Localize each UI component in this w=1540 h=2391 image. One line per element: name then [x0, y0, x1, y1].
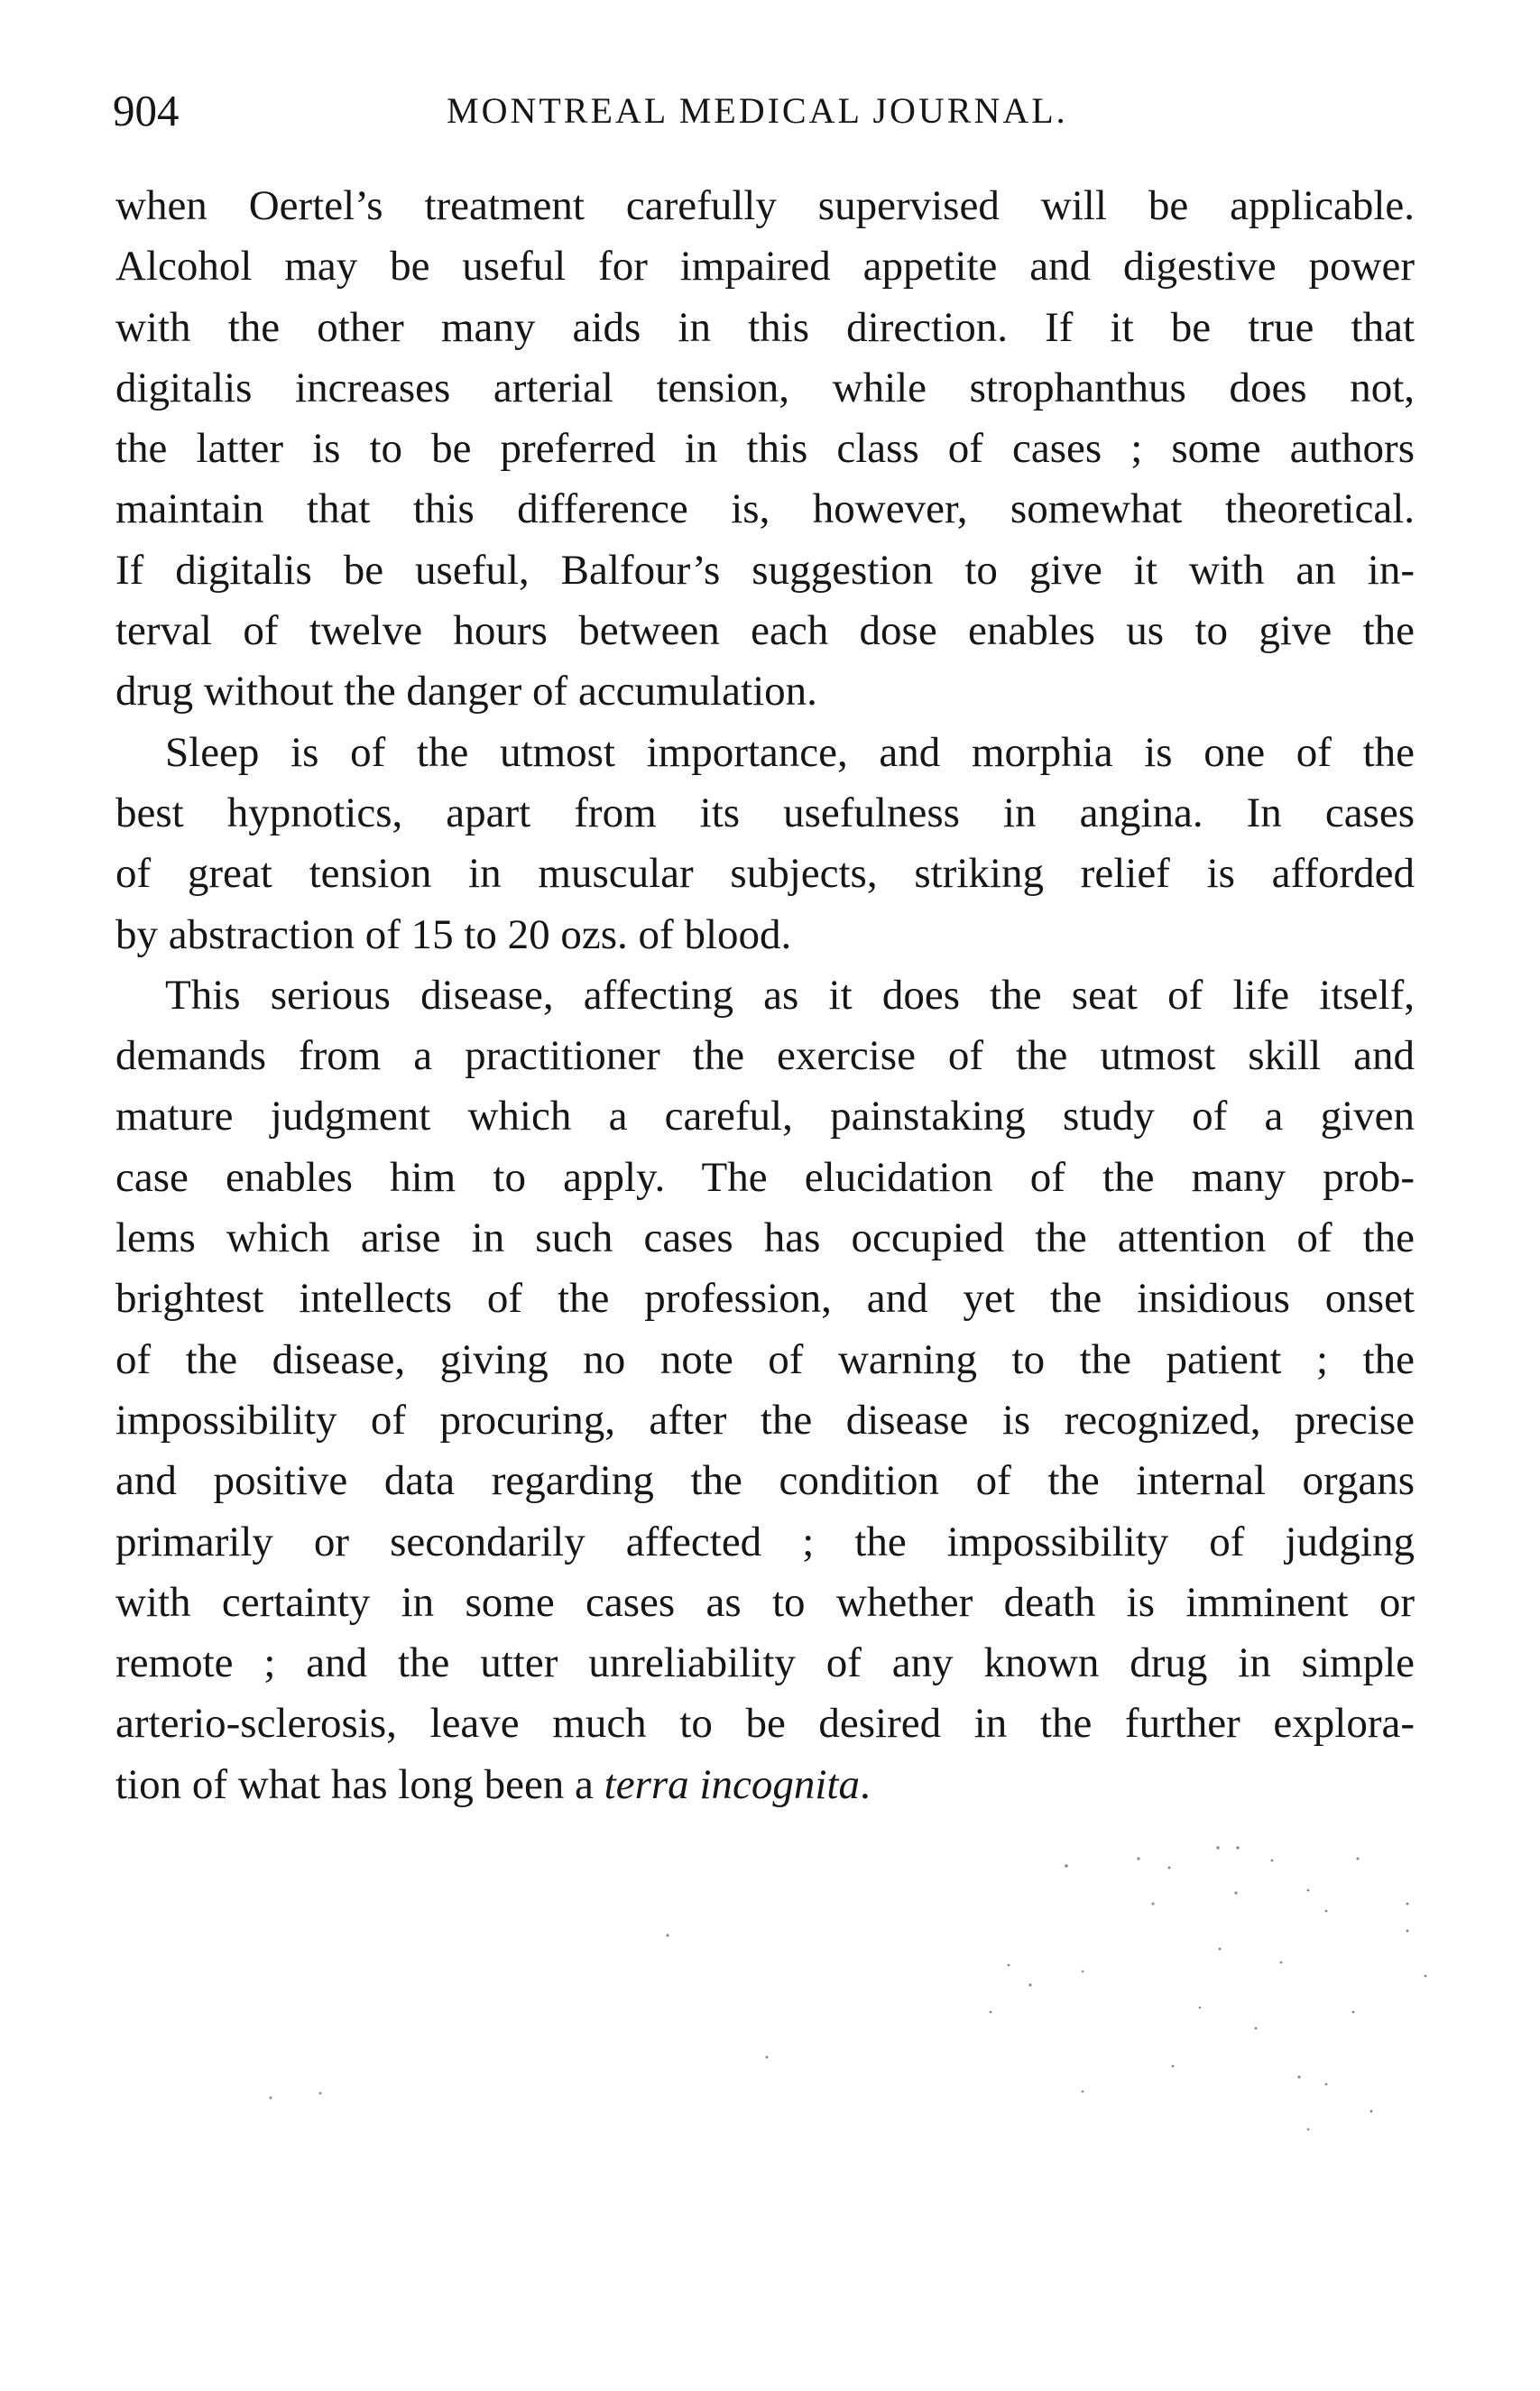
- text-line: If digitalis be useful, Balfour’s suggestion to give it with an in-: [115, 546, 1415, 594]
- journal-title: MONTREAL MEDICAL JOURNAL.: [447, 90, 1068, 131]
- page-number: 904: [113, 86, 180, 135]
- paragraph-3: [115, 965, 1415, 1815]
- text-line: This serious disease, affecting as it does the seat of life itself,: [165, 971, 1415, 1019]
- text-line: Sleep is of the utmost importance, and morphia is one of the: [165, 728, 1415, 776]
- text-line: with the other many aids in this direction. If it be true that: [115, 303, 1415, 351]
- article-body: [115, 176, 1415, 1815]
- final-text-line: [115, 1755, 1415, 1815]
- text-line: of great tension in muscular subjects, striking relief is afforded: [115, 850, 1415, 898]
- running-head: [113, 79, 1412, 143]
- text-line: brightest intellects of the profession, and yet the insidious onset: [115, 1275, 1415, 1323]
- text-line: arterio-sclerosis, leave much to be desired in the further explora-: [115, 1700, 1415, 1748]
- text-line: primarily or secondarily affected ; the impossibility of judging: [115, 1518, 1415, 1565]
- paragraph-1: [115, 176, 1415, 723]
- text-line: maintain that this difference is, however, somewhat theoretical.: [115, 485, 1415, 533]
- text-line: impossibility of procuring, after the disease is recognized, precise: [115, 1396, 1415, 1444]
- text-line: and positive data regarding the condition of the internal organs: [115, 1457, 1415, 1505]
- text-line: case enables him to apply. The elucidation of the many prob-: [115, 1153, 1415, 1201]
- text-line: drug without the danger of accumulation.: [115, 668, 817, 715]
- terra-incognita-phrase: terra incognita: [604, 1760, 860, 1808]
- text-line: digitalis increases arterial tension, while strophanthus does not,: [115, 364, 1415, 411]
- text-line: the latter is to be preferred in this class of cases ; some authors: [115, 425, 1415, 473]
- text-line: of the disease, giving no note of warning to the patient ; the: [115, 1335, 1415, 1383]
- text-line: when Oertel’s treatment carefully supervised will be applicable.: [115, 182, 1415, 229]
- text-line: lems which arise in such cases has occupied the attention of the: [115, 1214, 1415, 1262]
- text-line: terval of twelve hours between each dose enables us to give the: [115, 607, 1415, 655]
- text-line: with certainty in some cases as to whether death is imminent or: [115, 1578, 1415, 1626]
- text-line: remote ; and the utter unreliability of any known drug in simple: [115, 1639, 1415, 1687]
- text-line: mature judgment which a careful, painstaking study of a given: [115, 1093, 1415, 1140]
- paragraph-2: [115, 723, 1415, 965]
- final-line-suffix: .: [859, 1760, 871, 1808]
- text-line: best hypnotics, apart from its usefulness in angina. In cases: [115, 789, 1415, 836]
- text-line: by abstraction of 15 to 20 ozs. of blood.: [115, 910, 792, 958]
- text-line: Alcohol may be useful for impaired appetite and digestive power: [115, 243, 1415, 291]
- text-line: demands from a practitioner the exercise of the utmost skill and: [115, 1032, 1415, 1080]
- final-line-prefix: tion of what has long been a: [115, 1760, 604, 1808]
